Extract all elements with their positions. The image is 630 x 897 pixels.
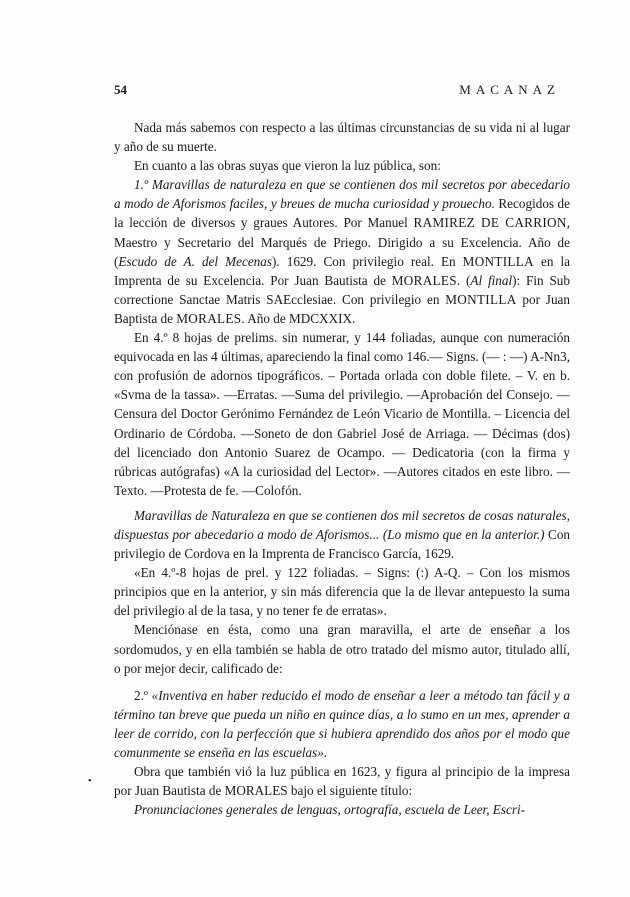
book-title: «Inventiva en haber reducido el modo de enseñar a leer a método tan fácil y a término tan breve que pueda un niño en quince días, a lo sumo en un mes, aprender a leer de corrido, con la perfección que si hubiera aprendido dos años por el modo que comunmente se enseña en las escuelas». — [114, 687, 570, 760]
escudo-note: Escudo de A. del Mecenas — [118, 253, 272, 269]
book-title: Maravillas de naturaleza en que se contienen dos mil secretos por abecedario a modo de Aforismos faciles, y breues de mucha curiosidad y prouecho. — [114, 177, 571, 212]
margin-mark: • — [88, 776, 92, 787]
page-number: 54 — [114, 82, 127, 97]
author-name: RAMIREZ DE CARRION — [413, 215, 567, 231]
entry-1: 1.º Maravillas de naturaleza en que se contienen dos mil secretos por abecedario a modo de Aforismos faciles, y breues de mucha curiosidad y prouecho. Recogidos de la lección de diversos y graues Autores. Por Manuel RAMIREZ DE CARRION, Maestro y Secretario del Marqués de Priego. Dirigido a su Excelencia. Año de (Escudo de A. del Mecenas). 1629. Con privilegio real. En MONTILLA en la Imprenta de su Excelencia. Por Juan Bautista de MORALES. (Al final): Fin Sub correctione Sanctae Matris SAEcclesiae. Con privilegio en MONTILLA por Juan Baptista de MORALES. Año de MDCXXIX. — [114, 177, 571, 326]
entry-number: 2.º — [134, 687, 148, 703]
entry-number: 1.º — [134, 177, 148, 193]
paragraph: En 4.º 8 hojas de prelims. sin numerar, y 144 foliadas, aunque con numeración equivocada en las 4 últimas, apareciendo la final como 146.— Signs. (— : —) A-Nn3, con profusión de adornos tipográficos. – Portada orlada con doble filete. – V. en b. «Svma de la tassa». —Erratas. —Suma del privilegio. —Aprobación del Consejo. —Censura del Doctor Gerónimo Fernández de León Vicario de Montilla. – Licencia del Ordinario de Córdoba. —Soneto de don Gabriel José de Arriaga. — Décimas (dos) del licenciado don Antonio Suarez de Ocampo. — Dedicatoria (con la firma y rúbricas autógrafas) «A la curiosidad del Lector». —Autores citados en este libro. —Texto. —Protesta de fe. —Colofón. — [114, 330, 570, 498]
paragraph: Obra que también vió la luz pública en 1623, y figura al principio de la impresa por Juan Bautista de MORALES bajo el siguiente título: — [114, 764, 570, 799]
paragraph — [114, 800, 570, 819]
page-body — [114, 118, 570, 819]
page-header — [0, 82, 630, 102]
paragraph: «En 4.º-8 hojas de prel. y 122 foliadas. – Signs: (:) A-Q. – Con los mismos principios que en la anterior, y sin más diferencia que la de llevar antepuesto la suma del privilegio al de la tasa, y no tener fe de erratas». — [114, 565, 570, 619]
paragraph: Menciónase en ésta, como una gran maravilla, el arte de enseñar a los sordomudos, y en ella también se habla de otro tratado del mismo autor, titulado allí, o por mejor decir, calificado de: — [114, 622, 570, 676]
book-title: Pronunciaciones generales de lenguas, ortografía, escuela de Leer, Escri- — [134, 802, 526, 818]
paragraph: Nada más sabemos con respecto a las últimas circunstancias de su vida ni al lugar y año de su muerte. — [114, 120, 570, 155]
book-title: Maravillas de Naturaleza en que se contienen dos mil secretos de cosas naturales, dispuestas por abecedario a modo de Aforismos... (Lo mismo que en la anterior.) — [114, 507, 570, 542]
entry-edition: Maravillas de Naturaleza en que se contienen dos mil secretos de cosas naturales, dispuestas por abecedario a modo de Aforismos... (Lo mismo que en la anterior.) Con privilegio de Cordova en la Imprenta de Francisco García, 1629. — [114, 507, 571, 562]
entry-2 — [114, 686, 570, 762]
running-title: MACANAZ — [459, 82, 560, 97]
paragraph: En cuanto a las obras suyas que vieron la luz pública, son: — [134, 158, 441, 174]
